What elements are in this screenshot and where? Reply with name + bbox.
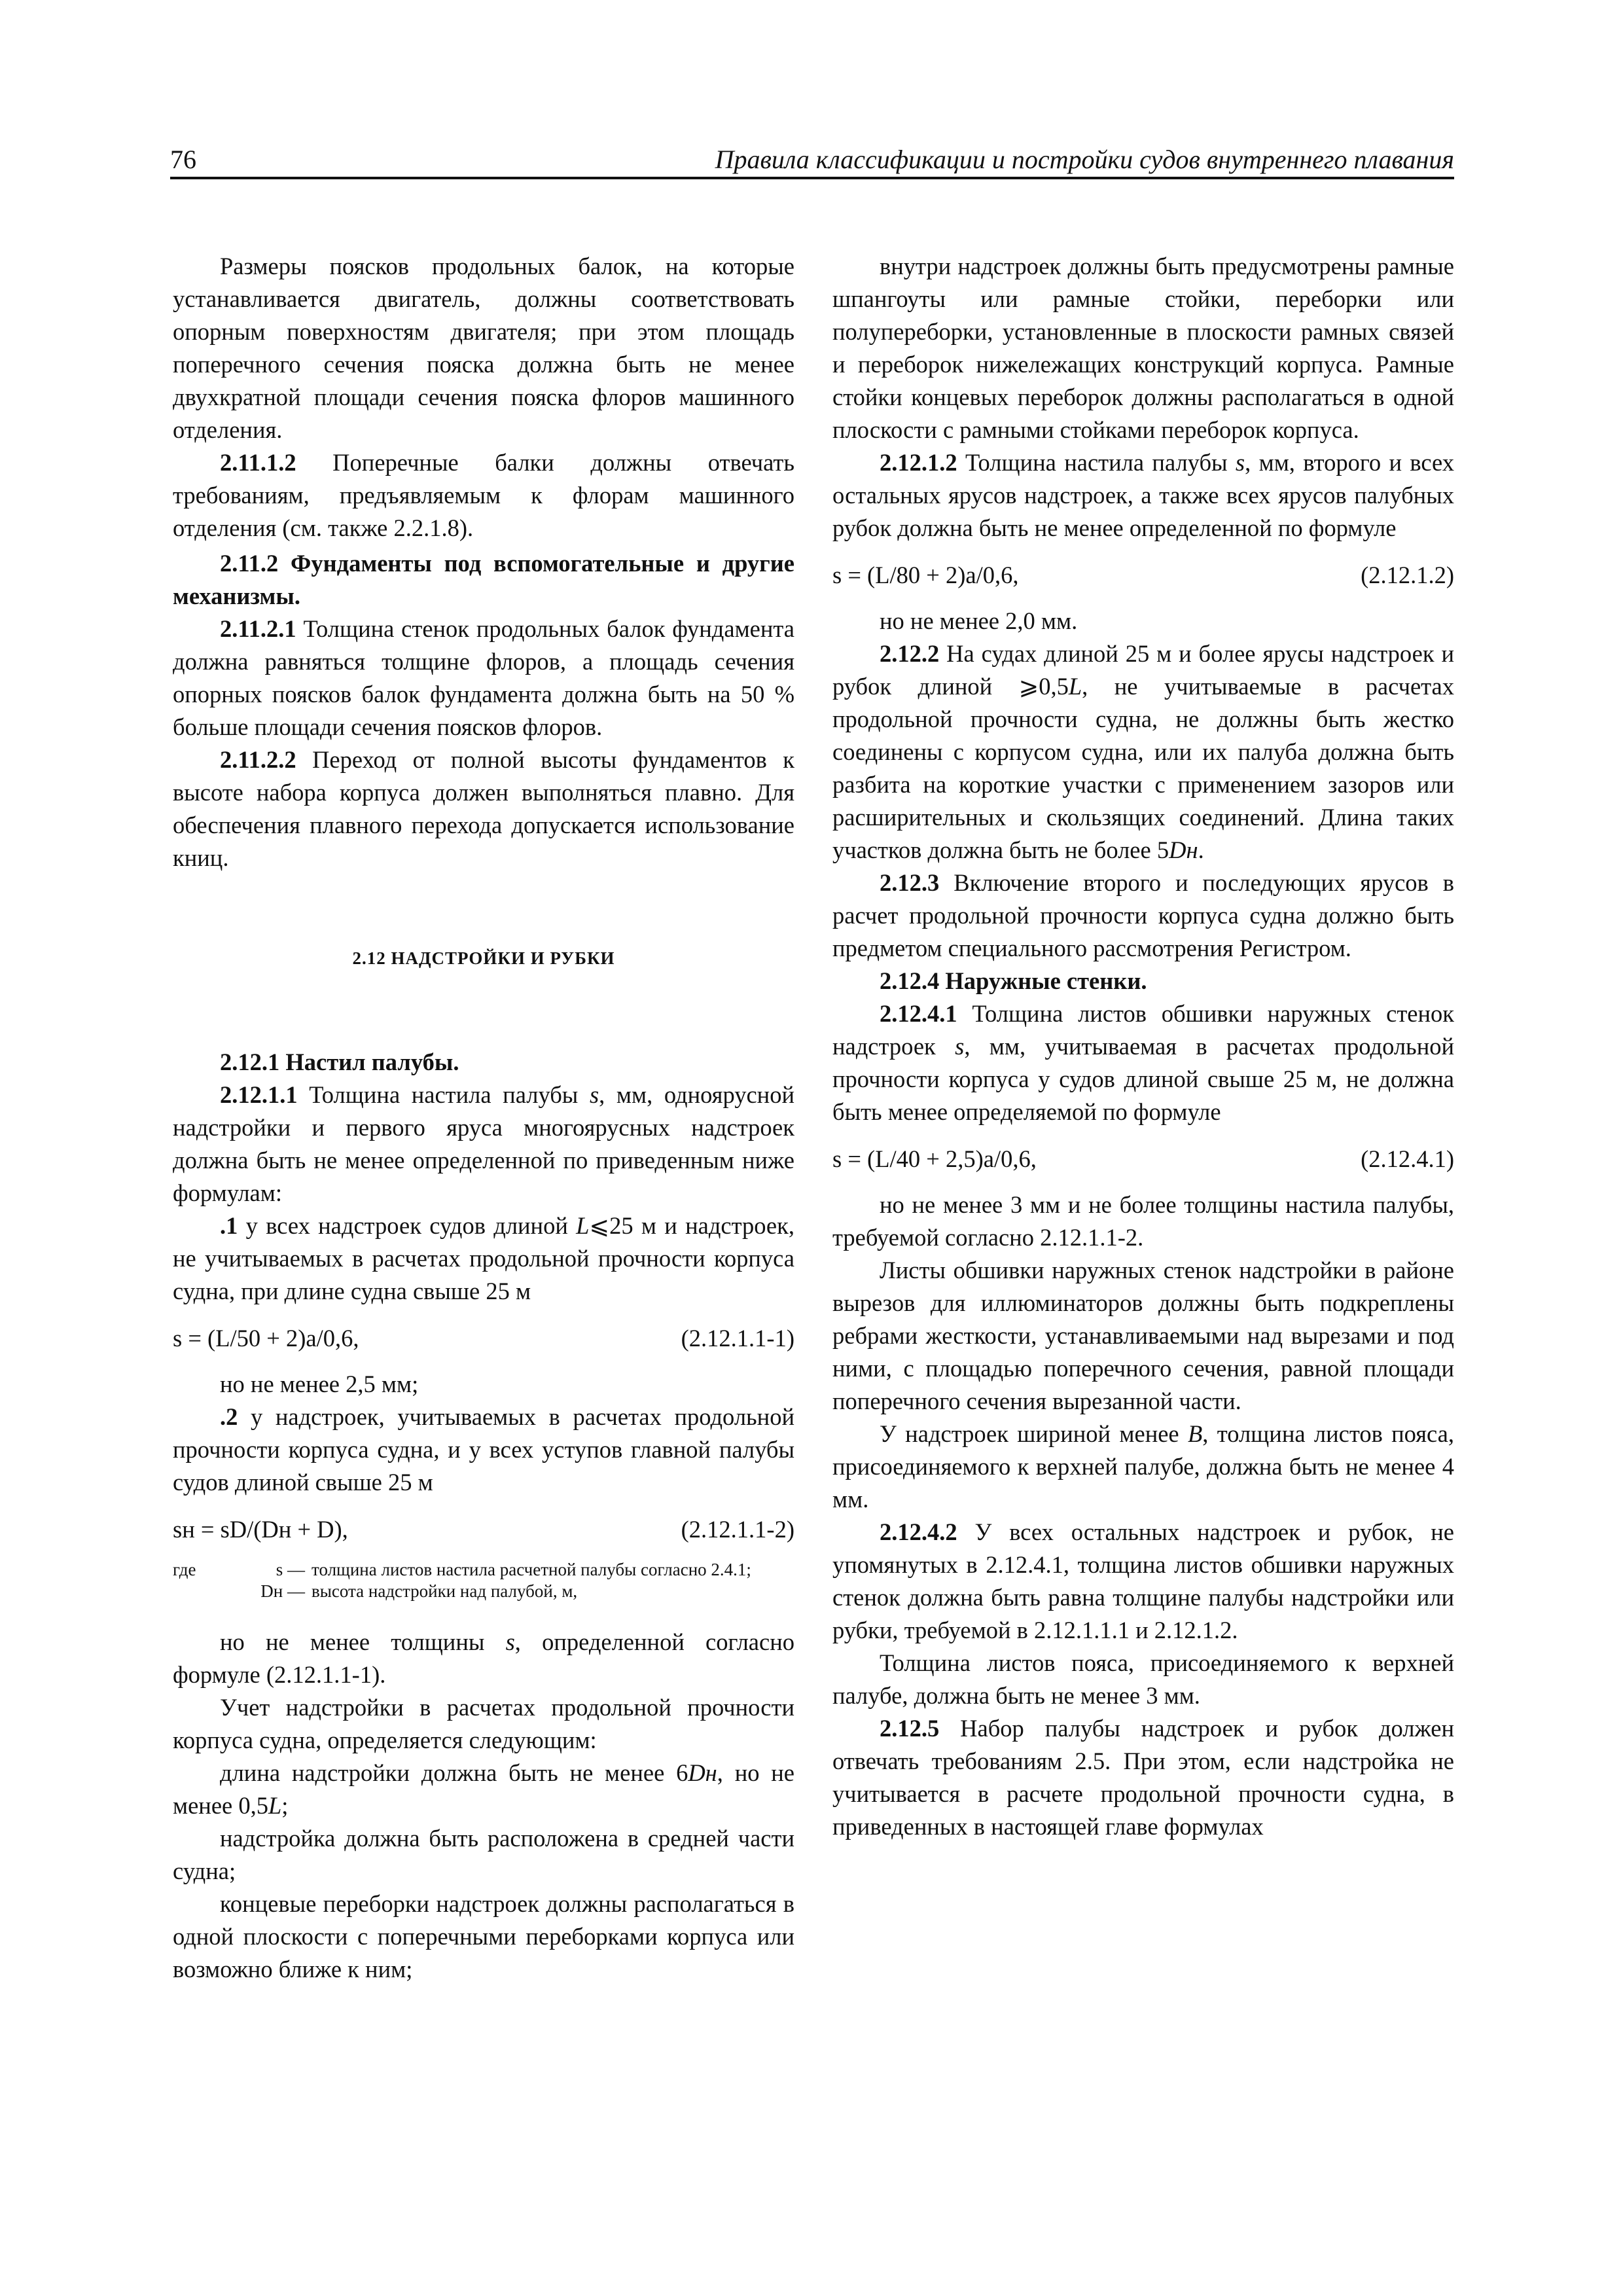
paragraph: Толщина листов пояса, присоединяемого к верхней палубе, должна быть не менее 3 мм.: [832, 1649, 1454, 1709]
header-rule: [170, 177, 1454, 179]
clause-number: 2.12.3: [880, 869, 940, 896]
paragraph: надстройка должна быть расположена в средней части судна;: [173, 1825, 794, 1884]
where-row: [173, 1559, 794, 1581]
paragraph-2-11-2-1: 2.11.2.1 Толщина стенок продольных балок фундамента должна равняться толщине флоров, а площадь сечения опорных поясков балок фундамента должна быть на 50 % больше площади сечения поясков флоров.: [173, 615, 794, 740]
heading-2-12-4: 2.12.4 Наружные стенки.: [880, 967, 1147, 994]
formula-expression: s = (L/50 + 2)a/0,6,: [173, 1325, 359, 1352]
paragraph: концевые переборки надстроек должны располагаться в одной плоскости с поперечными переборками корпуса или возможно ближе к ним;: [173, 1890, 794, 1982]
item-2: .2 у надстроек, учитываемых в расчетах продольной прочности корпуса судна, и у всех уступов главной палубы судов длиной свыше 25 м: [173, 1403, 794, 1496]
paragraph-2-12-1-2: 2.12.1.2 Толщина настила палубы s, мм, второго и всех остальных ярусов надстроек, а также всех ярусов палубных рубок должна быть не менее определенной по формуле: [832, 449, 1454, 541]
running-title: Правила классификации и постройки судов внутреннего плавания: [715, 145, 1454, 174]
where-symbol: s —: [276, 1560, 305, 1579]
where-text: толщина листов настила расчетной палубы согласно 2.4.1;: [312, 1560, 751, 1579]
formula-2-12-1-1-1: [173, 1322, 794, 1355]
paragraph: но не менее 3 мм и не более толщины настила палубы, требуемой согласно 2.12.1.1-2.: [832, 1191, 1454, 1251]
section-title: 2.12 НАДСТРОЙКИ И РУБКИ: [352, 948, 615, 968]
formula-expression: s = (L/40 + 2,5)a/0,6,: [832, 1145, 1037, 1172]
formula-number: (2.12.1.2): [1361, 562, 1454, 588]
formula-number: (2.12.1.1-1): [681, 1325, 794, 1352]
item-number: .2: [220, 1403, 238, 1430]
formula-number: (2.12.4.1): [1361, 1145, 1454, 1172]
paragraph: Размеры поясков продольных балок, на которые устанавливается двигатель, должны соответствовать опорным поверхностям двигателя; при этом площадь поперечного сечения пояска должна быть не менее двухкратной площади сечения пояска флоров машинного отделения.: [173, 253, 794, 443]
clause-number: 2.12.1.2: [880, 449, 957, 476]
paragraph-2-12-4-2: 2.12.4.2 У всех остальных надстроек и рубок, не упомянутых в 2.12.4.1, толщина листов обшивки наружных стенок должна быть равна толщине палубы надстройки или рубки, требуемой в 2.12.1.1.1 и 2.12.1.2.: [832, 1518, 1454, 1643]
paragraph-2-11-2-2: 2.11.2.2 Переход от полной высоты фундаментов к высоте набора корпуса должен выполняться плавно. Для обеспечения плавного перехода допускается использование книц.: [173, 746, 794, 871]
page-number: 76: [170, 145, 196, 174]
where-symbol: Dн —: [260, 1581, 305, 1601]
clause-number: 2.11.2.1: [220, 615, 296, 642]
clause-number: 2.12.2: [880, 640, 940, 667]
formula-2-12-4-1: [832, 1143, 1454, 1175]
paragraph-2-11-1-2: 2.11.1.2 Поперечные балки должны отвечать требованиям, предъявляемым к флорам машинного отделения (см. также 2.2.1.8).: [173, 449, 794, 541]
clause-number: 2.11.1.2: [220, 449, 296, 476]
paragraph: внутри надстроек должны быть предусмотрены рамные шпангоуты или рамные стойки, переборки или полупереборки, установленные в плоскости рамных связей и переборок нижележащих конструкций корпуса. Рамные стойки концевых переборок должны располагаться в одной плоскости с рамными стойками переборок корпуса.: [832, 253, 1454, 443]
formula-2-12-1-2: [832, 559, 1454, 592]
paragraph-2-12-3: 2.12.3 Включение второго и последующих ярусов в расчет продольной прочности корпуса судна должно быть предметом специального рассмотрения Регистром.: [832, 869, 1454, 961]
formula-number: (2.12.1.1-2): [681, 1516, 794, 1543]
formula-expression: s = (L/80 + 2)a/0,6,: [832, 562, 1019, 588]
paragraph-2-12-4-1: 2.12.4.1 Толщина листов обшивки наружных стенок надстроек s, мм, учитываемая в расчетах продольной прочности корпуса у судов длиной свыше 25 м, не должна быть менее определяемой по формуле: [832, 1000, 1455, 1125]
page-header: [170, 139, 1454, 181]
right-column: [832, 250, 1454, 1843]
paragraph: длина надстройки должна быть не менее 6Dн, но не менее 0,5L;: [173, 1759, 794, 1819]
item-number: .1: [220, 1212, 238, 1239]
clause-number: 2.12.5: [880, 1715, 940, 1742]
formula-expression: sн = sD/(Dн + D),: [173, 1516, 348, 1543]
paragraph: но не менее 2,5 мм;: [220, 1371, 419, 1397]
formula-2-12-1-1-2: [173, 1513, 794, 1546]
paragraph-2-12-5: 2.12.5 Набор палубы надстроек и рубок должен отвечать требованиям 2.5. При этом, если надстройка не учитывается в расчете продольной прочности судна, в приведенных в настоящей главе формулах: [832, 1715, 1454, 1840]
clause-number: 2.12.4.1: [880, 1000, 957, 1027]
paragraph: но не менее 2,0 мм.: [880, 607, 1078, 634]
where-row: [173, 1581, 794, 1602]
paragraph-2-12-1-1: 2.12.1.1 Толщина настила палубы s, мм, одноярусной надстройки и первого яруса многоярусных надстроек должна быть не менее определенной по приведенным ниже формулам:: [173, 1081, 794, 1206]
where-legend: [173, 1559, 794, 1602]
clause-number: 2.12.4.2: [880, 1518, 957, 1545]
where-label: где: [173, 1560, 196, 1579]
clause-number: 2.12.1.1: [220, 1081, 298, 1108]
left-column: [173, 250, 794, 1986]
heading-2-12-1: 2.12.1 Настил палубы.: [220, 1049, 459, 1075]
where-text: высота надстройки над палубой, м,: [312, 1581, 578, 1601]
item-1: .1 у всех надстроек судов длиной L⩽25 м и надстроек, не учитываемых в расчетах продольной прочности корпуса судна, при длине судна свыше 25 м: [173, 1212, 794, 1304]
paragraph: Учет надстройки в расчетах продольной прочности корпуса судна, определяется следующим:: [173, 1694, 794, 1753]
paragraph: Листы обшивки наружных стенок надстройки в районе вырезов для иллюминаторов должны быть подкреплены ребрами жесткости, устанавливаемыми над вырезами и под ними, с площадью поперечного сечения, равной площади поперечного сечения вырезанной части.: [832, 1257, 1454, 1414]
clause-number: 2.11.2.2: [220, 746, 296, 773]
paragraph: но не менее толщины s, определенной согласно формуле (2.12.1.1-1).: [173, 1628, 794, 1688]
paragraph-2-12-2: 2.12.2 На судах длиной 25 м и более ярусы надстроек и рубок длиной ⩾0,5L, не учитываемые в расчетах продольной прочности судна, не должны быть жестко соединены с корпусом судна, или их палуба должна быть разбита на короткие участки с применением зазоров или расширительных и скользящих соединений. Длина таких участков должна быть не более 5Dн.: [832, 640, 1455, 863]
heading-2-11-2: 2.11.2 Фундаменты под вспомогательные и другие механизмы.: [173, 550, 794, 609]
paragraph: У надстроек шириной менее B, толщина листов пояса, присоединяемого к верхней палубе, должна быть не менее 4 мм.: [832, 1420, 1454, 1513]
